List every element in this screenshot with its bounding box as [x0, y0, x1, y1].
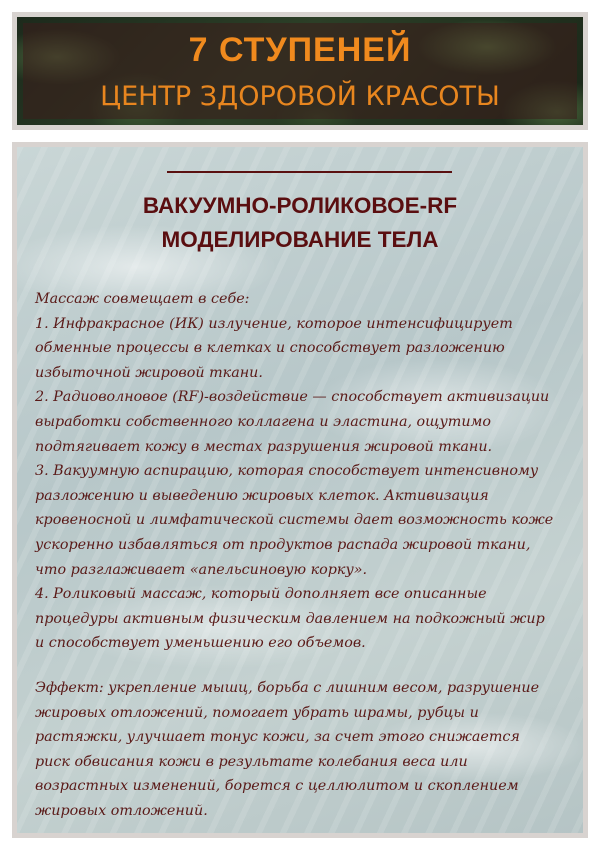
procedure-effect: Эффект: укрепление мышц, борьба с лишним весом, разрушение жировых отложений, помогает убрать шрамы, рубцы и растяжки, улучшает тонус кожи, за счет этого снижается риск обвисания кожи в результате колебания веса или возрастных изменений, борется с целлюлитом и скоплением жировых отложений.	[35, 680, 540, 819]
brand-title: 7 СТУПЕНЕЙ	[188, 31, 412, 69]
content-panel	[12, 142, 588, 838]
procedure-description: Массаж совмещает в себе: 1. Инфракрасное (ИК) излучение, которое интенсифицирует обменные процессы в клетках и способствует разложению избыточной жировой ткани. 2. Радиоволновое (RF)-воздействие — способствует активизации выработки собственного коллагена и эластина, ощутимо подтягивает кожу в местах разрушения жировой ткани. 3. Вакуумную аспирацию, которая способствует интенсивному разложению и выведению жировых клеток. Активизация кровеносной и лимфатической системы дает возможность коже ускоренно избавляться от продуктов распада жировой ткани, что разглаживает «апельсиновую корку». 4. Роликовый массаж, который дополняет все описанные процедуры активным физическим давлением на подкожный жир и способствует уменьшению его объемов.	[35, 291, 554, 652]
brand-subtitle: ЦЕНТР ЗДОРОВОЙ КРАСОТЫ	[100, 81, 500, 112]
procedure-title: ВАКУУМНО-РОЛИКОВОЕ-RF МОДЕЛИРОВАНИЕ ТЕЛА	[142, 193, 458, 252]
header-banner	[12, 12, 588, 130]
title-rule-top	[167, 171, 452, 173]
